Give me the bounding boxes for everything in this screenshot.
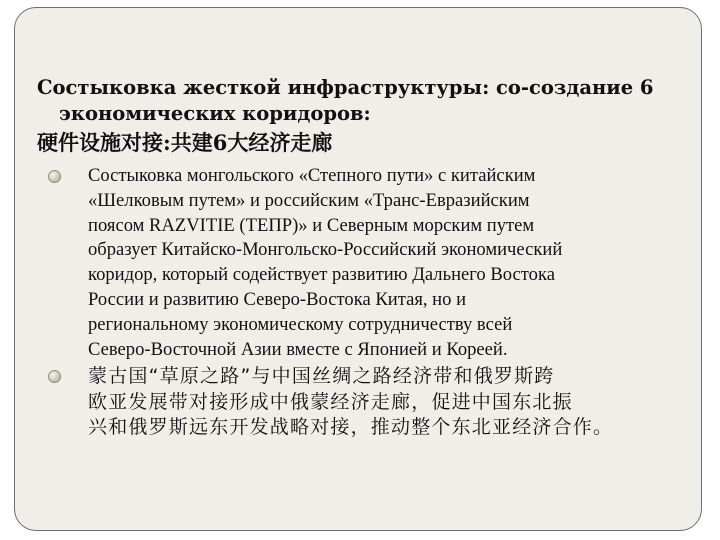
bullet-line: коридор, который содействует развитию Дальнего Востока [88,264,555,286]
heading-line-chinese: 硬件设施对接:共建6大经济走廊 [37,130,333,155]
bullet-item-russian [48,164,698,362]
heading-line-2: экономических коридоров: [59,102,371,125]
bullet-line: Состыковка монгольского «Степного пути» с китайским [88,165,536,186]
bullet-line: «Шелковым путем» и российским «Транс-Евразийским [88,189,530,211]
bullet-list [48,164,698,441]
bullet-line: 欧亚发展带对接形成中俄蒙经济走廊，促进中国东北振 [88,390,573,413]
bullet-line: образует Китайско-Монгольско-Российский экономический [88,239,563,261]
slide-heading [37,75,687,157]
bullet-item-chinese [48,364,698,441]
bullet-line: поясом RAZVITIE (ТЕПР)» и Северным морским путем [88,214,535,236]
bullet-marker-icon [48,370,61,383]
bullet-line: России и развитию Северо-Востока Китая, но и [88,288,467,310]
heading-line-1: Состыковка жесткой инфраструктуры: со-создание 6 [37,76,654,99]
bullet-line: 兴和俄罗斯远东开发战略对接，推动整个东北亚经济合作。 [88,416,614,439]
bullet-line: региональному экономическому сотрудничеству всей [88,313,513,335]
bullet-line: 蒙古国“草原之路”与中国丝绸之路经济带和俄罗斯跨 [88,365,555,388]
bullet-marker-icon [48,170,61,183]
bullet-line: Северо-Восточной Азии вместе с Японией и Кореей. [88,338,508,360]
